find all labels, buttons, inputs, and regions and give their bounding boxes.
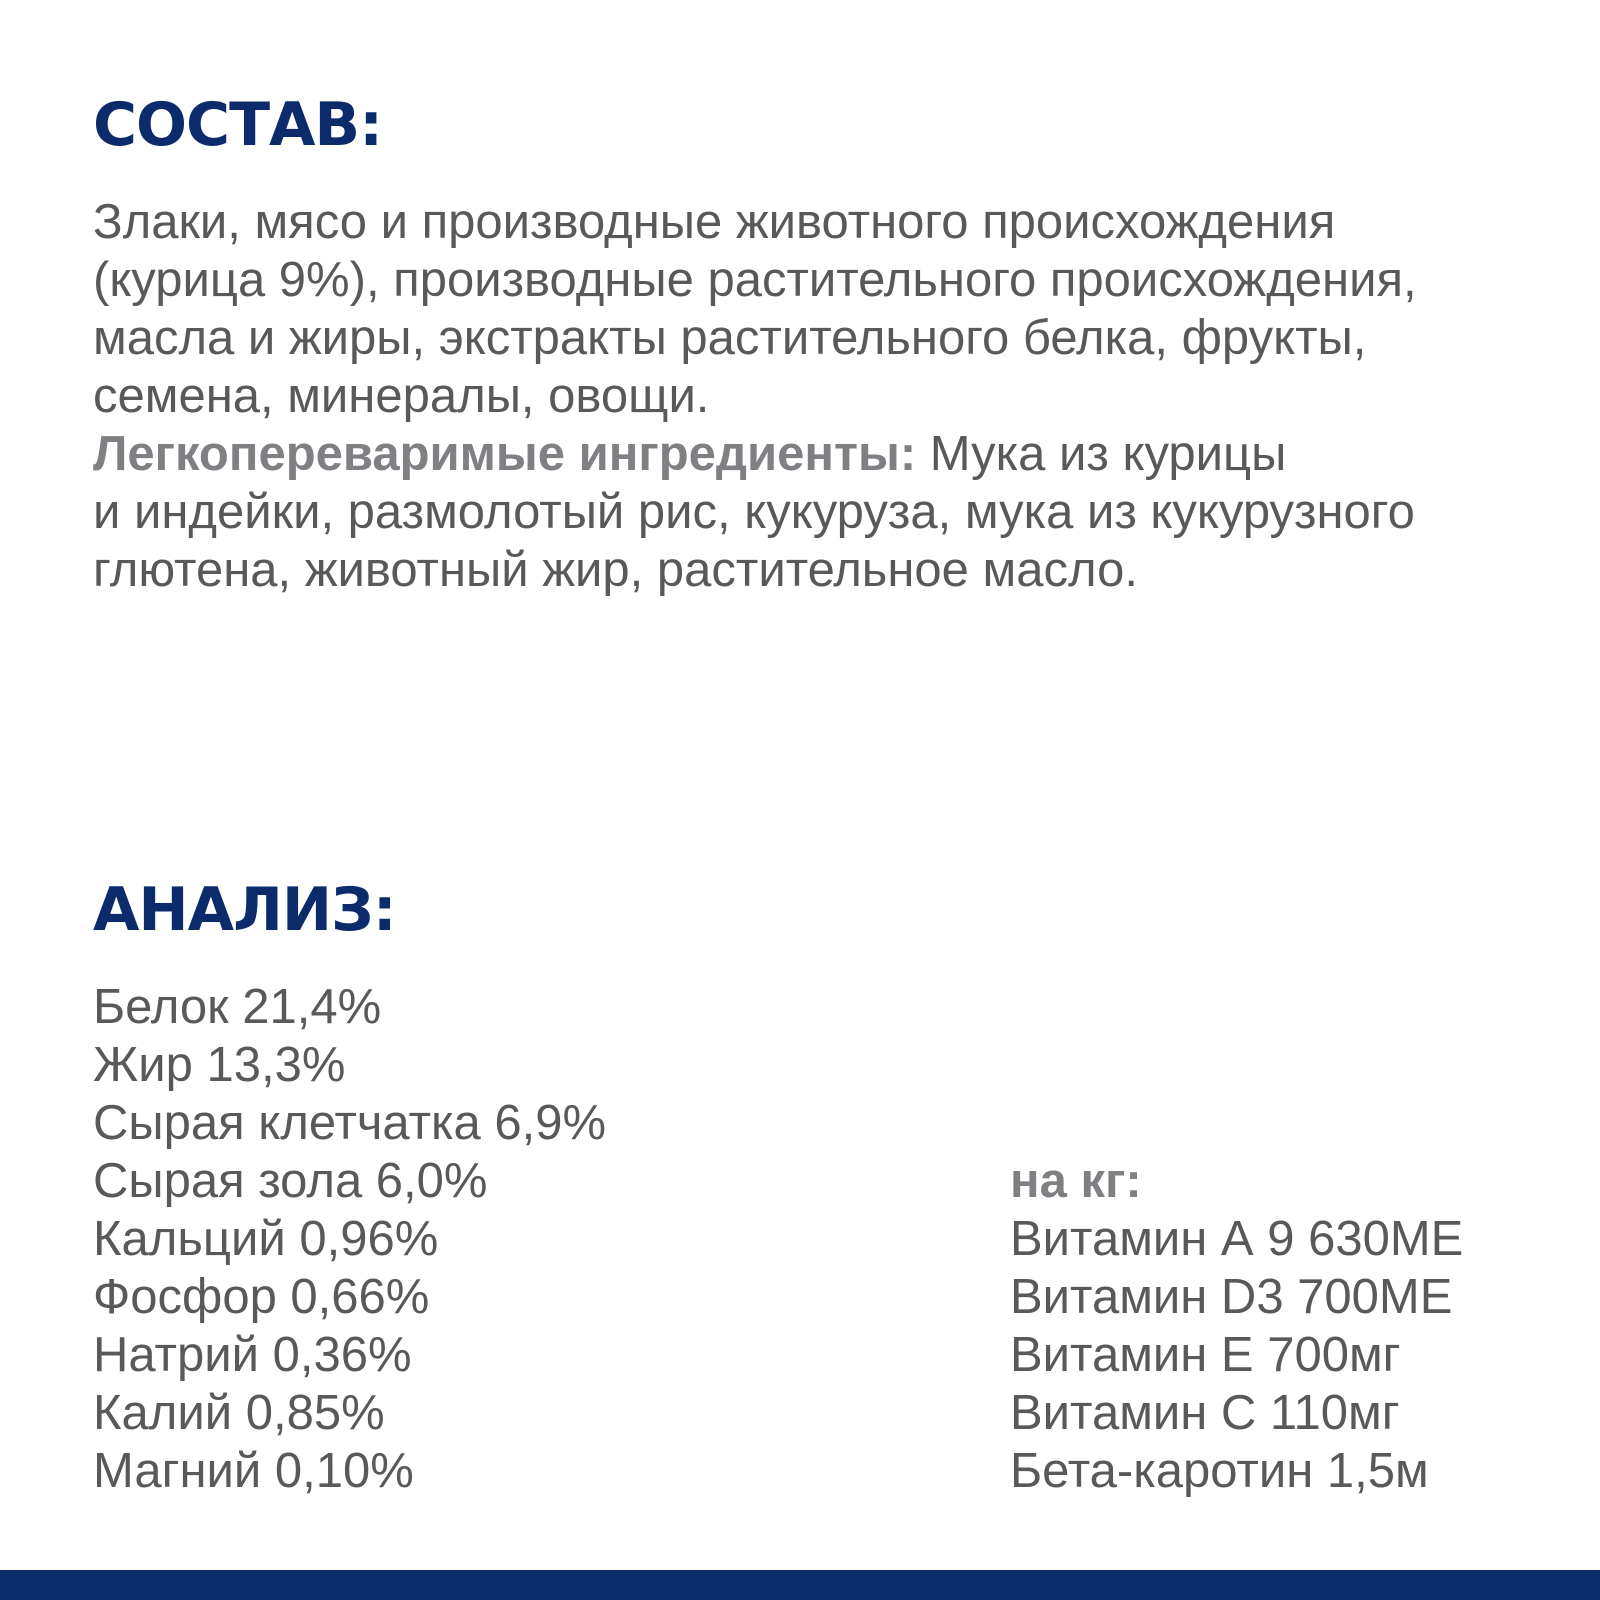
digestible-ingredients-line: глютена, животный жир, растительное масло. <box>93 543 1138 597</box>
composition-line: масла и жиры, экстракты растительного белка, фрукты, <box>93 311 1367 365</box>
vitamin-item: Бета-каротин 1,5м <box>1010 1444 1429 1498</box>
digestible-ingredients-label: Легкопереваримые ингредиенты: <box>93 427 917 481</box>
vitamin-item: Витамин Е 700мг <box>1010 1328 1401 1382</box>
digestible-ingredients-line <box>93 425 1563 483</box>
footer-bar <box>0 1570 1600 1600</box>
vitamins-list <box>1010 1152 1463 1500</box>
vitamin-item: Витамин D3 700МЕ <box>1010 1270 1453 1324</box>
analysis-item: Сырая клетчатка 6,9% <box>93 1096 607 1150</box>
analysis-item: Натрий 0,36% <box>93 1328 412 1382</box>
vitamin-item: Витамин С 110мг <box>1010 1386 1400 1440</box>
digestible-ingredients-text: Мука из курицы <box>916 427 1287 481</box>
composition-line: семена, минералы, овощи. <box>93 369 710 423</box>
analysis-item: Сырая зола 6,0% <box>93 1154 488 1208</box>
composition-line: Злаки, мясо и производные животного происхождения <box>93 195 1336 249</box>
analysis-list <box>93 978 606 1500</box>
analysis-item: Кальций 0,96% <box>93 1212 439 1266</box>
analysis-item: Белок 21,4% <box>93 980 382 1034</box>
analysis-item: Калий 0,85% <box>93 1386 385 1440</box>
analysis-item: Фосфор 0,66% <box>93 1270 430 1324</box>
vitamin-item: Витамин А 9 630МЕ <box>1010 1212 1464 1266</box>
analysis-heading: АНАЛИЗ: <box>93 875 396 945</box>
digestible-ingredients-line: и индейки, размолотый рис, кукуруза, мука из кукурузного <box>93 485 1415 539</box>
composition-heading: СОСТАВ: <box>93 90 383 160</box>
composition-text <box>93 193 1563 599</box>
per-kg-label: на кг: <box>1010 1154 1142 1208</box>
composition-line: (курица 9%), производные растительного происхождения, <box>93 253 1417 307</box>
analysis-item: Магний 0,10% <box>93 1444 414 1498</box>
analysis-item: Жир 13,3% <box>93 1038 346 1092</box>
